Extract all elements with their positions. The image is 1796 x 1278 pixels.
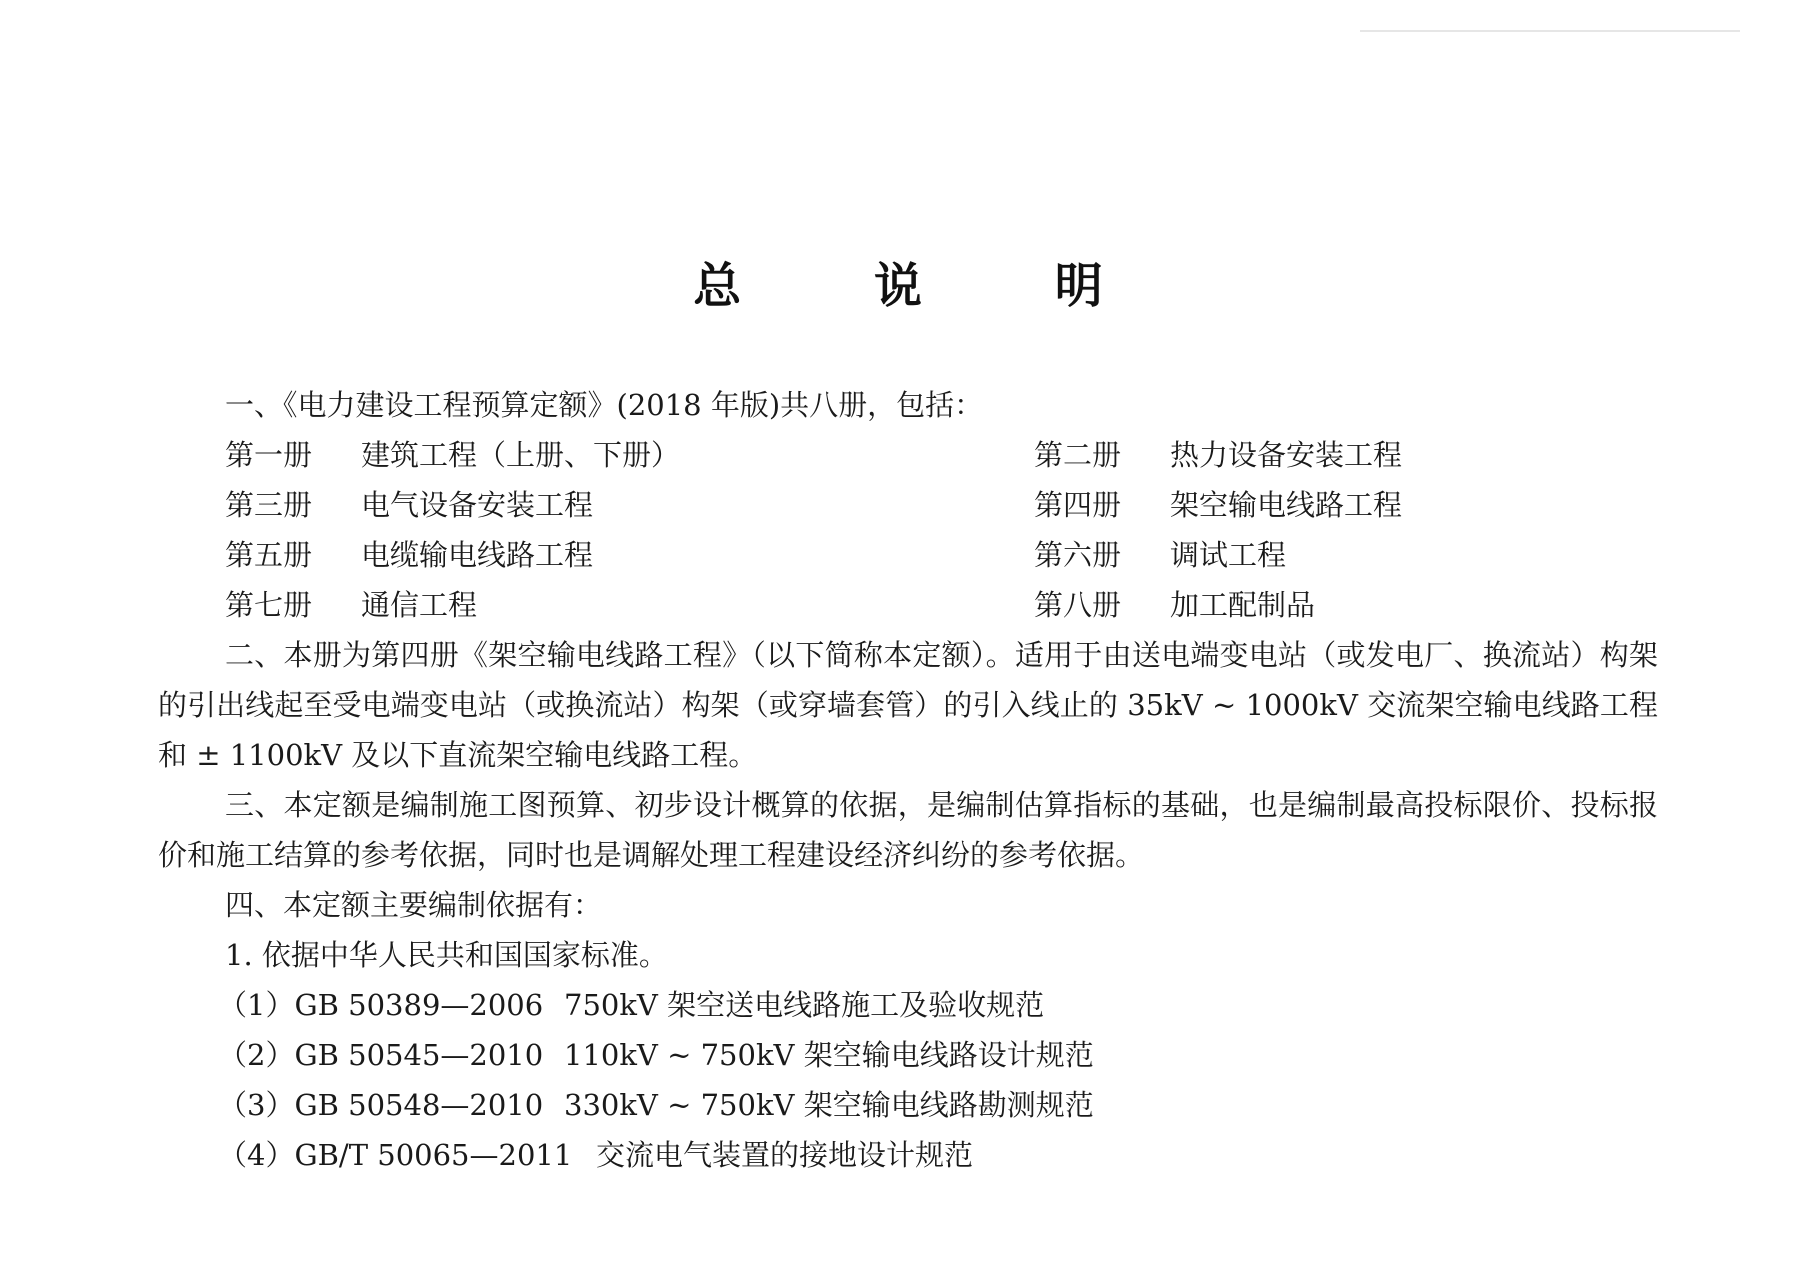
standard-code: （1）GB 50389—2006 [218,988,544,1022]
volume-name: 建筑工程（上册、下册） [361,438,681,472]
volume-item [1034,430,1402,480]
volume-row [158,580,1658,630]
volume-number: 第三册 [225,488,313,522]
standard-code: （4）GB/T 50065—2011 [218,1138,573,1172]
standard-item [158,1130,1658,1180]
standard-item [158,980,1658,1030]
intro-line: 一、《电力建设工程预算定额》(2018 年版)共八册，包括： [225,388,984,422]
paragraph-purpose: 三、本定额是编制施工图预算、初步设计概算的依据，是编制估算指标的基础，也是编制最高投标限价、投标报价和施工结算的参考依据，同时也是调解处理工程建设经济纠纷的参考依据。 [158,788,1658,872]
volume-row [158,530,1658,580]
volume-item [225,580,477,630]
volume-name: 热力设备安装工程 [1170,438,1403,472]
standard-name: 330kV ~ 750kV 架空输电线路勘测规范 [564,1088,1094,1122]
volume-number: 第一册 [225,438,313,472]
volume-item [1034,580,1315,630]
standard-name: 交流电气装置的接地设计规范 [596,1138,974,1172]
volume-name: 电缆输电线路工程 [361,538,594,572]
volume-number: 第五册 [225,538,313,572]
volume-number: 第四册 [1034,488,1122,522]
standard-code: （2）GB 50545—2010 [218,1038,544,1072]
volume-number: 第二册 [1034,438,1122,472]
volume-name: 通信工程 [361,588,478,622]
volume-row [158,430,1658,480]
volume-number: 第七册 [225,588,313,622]
basis-item-national-standards: 1. 依据中华人民共和国国家标准。 [225,938,668,972]
volume-name: 架空输电线路工程 [1170,488,1403,522]
standard-code: （3）GB 50548—2010 [218,1088,544,1122]
volume-item [1034,530,1286,580]
volume-row [158,480,1658,530]
paragraph-scope: 二、本册为第四册《架空输电线路工程》（以下简称本定额）。适用于由送电端变电站（或发电厂、换流站）构架的引出线起至受电端变电站（或换流站）构架（或穿墙套管）的引入线止的 35kV ~ 1000kV 交流架空输电线路工程和 ± 1100kV 及以下直流架空输电线路工程。 [158,638,1658,772]
standard-name: 110kV ~ 750kV 架空输电线路设计规范 [564,1038,1094,1072]
volume-name: 调试工程 [1170,538,1287,572]
volume-list [158,430,1658,630]
volume-number: 第六册 [1034,538,1122,572]
scan-edge-mark [1360,30,1740,32]
volume-name: 加工配制品 [1170,588,1316,622]
volume-item [225,480,593,530]
page-title: 总 说 明 [693,258,1161,314]
volume-name: 电气设备安装工程 [361,488,594,522]
standard-item [158,1030,1658,1080]
volume-item [225,430,680,480]
standard-item [158,1080,1658,1130]
paragraph-basis-heading: 四、本定额主要编制依据有： [225,888,603,922]
standard-name: 750kV 架空送电线路施工及验收规范 [564,988,1045,1022]
volume-number: 第八册 [1034,588,1122,622]
volume-item [225,530,593,580]
document-body [158,380,1658,1180]
volume-item [1034,480,1402,530]
